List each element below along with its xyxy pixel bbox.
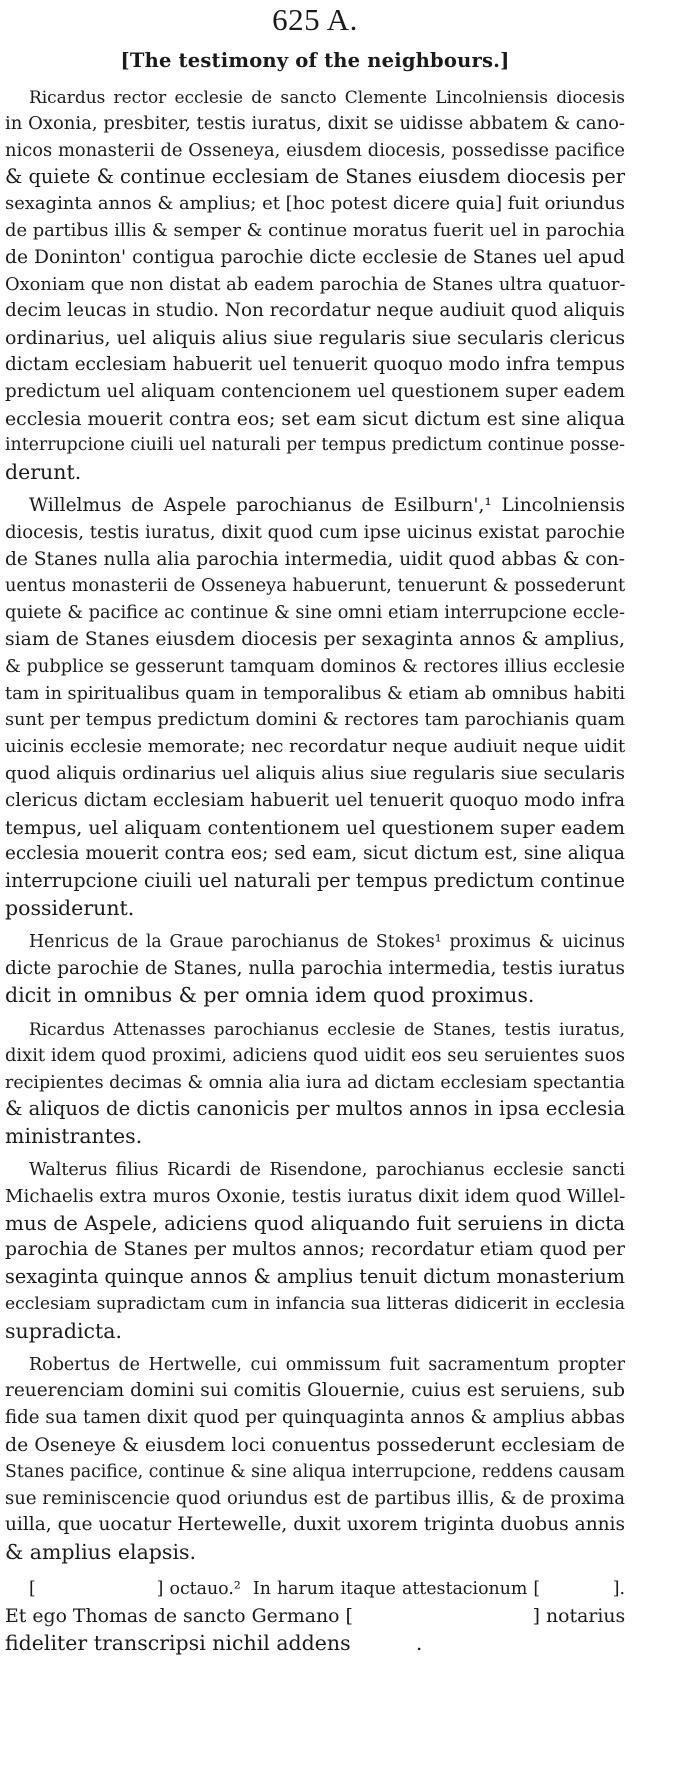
text-line: dictam ecclesiam habuerit uel tenuerit quoquo modo infra tempus <box>5 353 625 375</box>
document-heading: [The testimony of the neighbours.] <box>120 49 510 72</box>
testimony-paragraph <box>5 493 625 922</box>
closing-formula <box>5 1576 625 1656</box>
text-line: de Doninton' contigua parochie dicte ecclesie de Stanes uel apud <box>5 246 625 268</box>
closing-line: [ ] octauo.² In harum itaque attestacionum [ ]. <box>29 1579 625 1600</box>
testimony-paragraph <box>5 929 625 1009</box>
text-line: ecclesia mouerit contra eos; set eam sicut dictum est sine aliqua <box>5 407 625 430</box>
text-line: Walterus filius Ricardi de Risendone, parochianus ecclesie sancti <box>29 1160 625 1181</box>
text-line: possiderunt. <box>5 895 135 920</box>
text-line: fide sua tamen dixit quod per quinquaginta annos & amplius abbas <box>5 1407 625 1429</box>
text-line: clericus dictam ecclesiam habuerit uel tenuerit quoquo modo infra <box>5 789 626 811</box>
testimony-paragraph <box>5 1157 625 1345</box>
text-line: uicinis ecclesie memorate; nec recordatur neque audiuit neque uidit <box>5 736 626 758</box>
text-line: Robertus de Hertwelle, cui ommissum fuit sacramentum propter <box>29 1354 625 1375</box>
document-number: 625 A. <box>272 2 358 37</box>
testimony-paragraph <box>5 1016 625 1150</box>
text-line: de partibus illis & semper & continue moratus fuerit uel in parochia <box>5 219 625 241</box>
text-line: ecclesiam supradictam cum in infancia sua litteras didicerit in ecclesia <box>5 1294 625 1315</box>
text-line: ministrantes. <box>5 1124 143 1149</box>
text-line: decim leucas in studio. Non recordatur neque audiuit quod aliquis <box>5 300 625 322</box>
text-line: ordinarius, uel aliquis alius siue regularis siue secularis clericus <box>5 327 626 350</box>
text-line: derunt. <box>5 460 82 485</box>
text-line: dixit idem quod proximi, adiciens quod uidit eos seu seruientes suos <box>5 1044 625 1066</box>
text-line: Michaelis extra muros Oxonie, testis iuratus dixit idem quod Willel- <box>5 1185 626 1207</box>
text-line: mus de Aspele, adiciens quod aliquando fuit seruiens in dicta <box>5 1211 625 1235</box>
testimony-paragraph <box>5 84 625 486</box>
text-line: de Stanes nulla alia parochia intermedia, uidit quod abbas & con- <box>5 548 625 570</box>
text-line: sue reminiscencie quod oriundus est de partibus illis, & de proxima <box>5 1487 625 1509</box>
text-line: quiete & pacifice ac continue & sine omni etiam interrupcione eccle- <box>5 603 625 624</box>
text-line: recipientes decimas & omnia alia iura ad dictam ecclesiam spectantia <box>5 1072 625 1093</box>
document-page <box>5 0 625 1656</box>
text-line: diocesis, testis iuratus, dixit quod cum ipse uicinus existat parochie <box>5 521 625 543</box>
text-line: dicit in omnibus & per omnia idem quod proximus. <box>5 983 535 1008</box>
text-line: reuerenciam domini sui comitis Glouernie, cuius est seruiens, sub <box>5 1380 625 1402</box>
text-line: & pubplice se gesserunt tamquam dominos & rectores illius ecclesie <box>5 655 625 677</box>
text-line: parochia de Stanes per multos annos; recordatur etiam quod per <box>5 1239 625 1261</box>
text-line: sunt per tempus predictum domini & rectores tam parochianis quam <box>5 710 625 731</box>
closing-line: fideliter transcripsi nichil addens . <box>5 1630 423 1655</box>
text-line: interrupcione ciuili uel naturali per tempus predictum continue <box>5 869 626 893</box>
text-line: sexaginta quinque annos & amplius tenuit dictum monasterium <box>5 1265 625 1289</box>
text-line: uentus monasterii de Osseneya habuerunt, tenuerunt & possederunt <box>5 576 626 597</box>
document-body <box>5 84 625 1566</box>
text-line: Stanes pacifice, continue & sine aliqua interrupcione, reddens causam <box>5 1461 625 1482</box>
text-line: & amplius elapsis. <box>5 1540 197 1565</box>
text-line: & quiete & continue ecclesiam de Stanes eiusdem diocesis per <box>5 165 625 189</box>
text-line: Oxoniam que non distat ab eadem parochia de Stanes ultra quatuor- <box>5 273 626 295</box>
text-line: dicte parochie de Stanes, nulla parochia intermedia, testis iuratus <box>5 957 625 979</box>
text-line: interrupcione ciuili uel naturali per tempus predictum continue posse- <box>5 435 625 456</box>
text-line: supradicta. <box>5 1318 123 1343</box>
text-line: nicos monasterii de Osseneya, eiusdem diocesis, possedisse pacifice <box>5 139 625 161</box>
text-line: in Oxonia, presbiter, testis iuratus, dixit se uidisse abbatem & cano- <box>5 112 625 134</box>
text-line: sexaginta annos & amplius; et [hoc potest dicere quia] fuit oriundus <box>5 193 625 215</box>
text-line: de Oseneye & eiusdem loci conuentus possederunt ecclesiam de <box>5 1434 625 1457</box>
closing-line: Et ego Thomas de sancto Germano [ ] notarius <box>5 1604 626 1627</box>
text-line: tempus, uel aliquam contentionem uel questionem super eadem <box>5 816 625 839</box>
text-line: uilla, que uocatur Hertewelle, duxit uxorem triginta duobus annis <box>5 1514 625 1536</box>
text-line: ecclesia mouerit contra eos; sed eam, sicut dictum est, sine aliqua <box>5 843 625 865</box>
text-line: Willelmus de Aspele parochianus de Esilburn',¹ Lincolniensis <box>29 494 625 516</box>
text-line: siam de Stanes eiusdem diocesis per sexaginta annos & amplius, <box>5 628 625 650</box>
testimony-paragraph <box>5 1352 625 1566</box>
text-line: Ricardus rector ecclesie de sancto Clemente Lincolniensis diocesis <box>29 87 625 107</box>
text-line: quod aliquis ordinarius uel aliquis alius siue regularis siue secularis <box>5 762 625 784</box>
text-line: predictum uel aliquam contencionem uel questionem super eadem <box>5 380 625 402</box>
text-line: Henricus de la Graue parochianus de Stokes¹ proximus & uicinus <box>29 931 625 952</box>
text-line: tam in spiritualibus quam in temporalibus & etiam ab omnibus habiti <box>5 683 625 704</box>
text-line: & aliquos de dictis canonicis per multos annos in ipsa ecclesia <box>5 1097 626 1121</box>
text-line: Ricardus Attenasses parochianus ecclesie de Stanes, testis iuratus, <box>29 1019 625 1040</box>
